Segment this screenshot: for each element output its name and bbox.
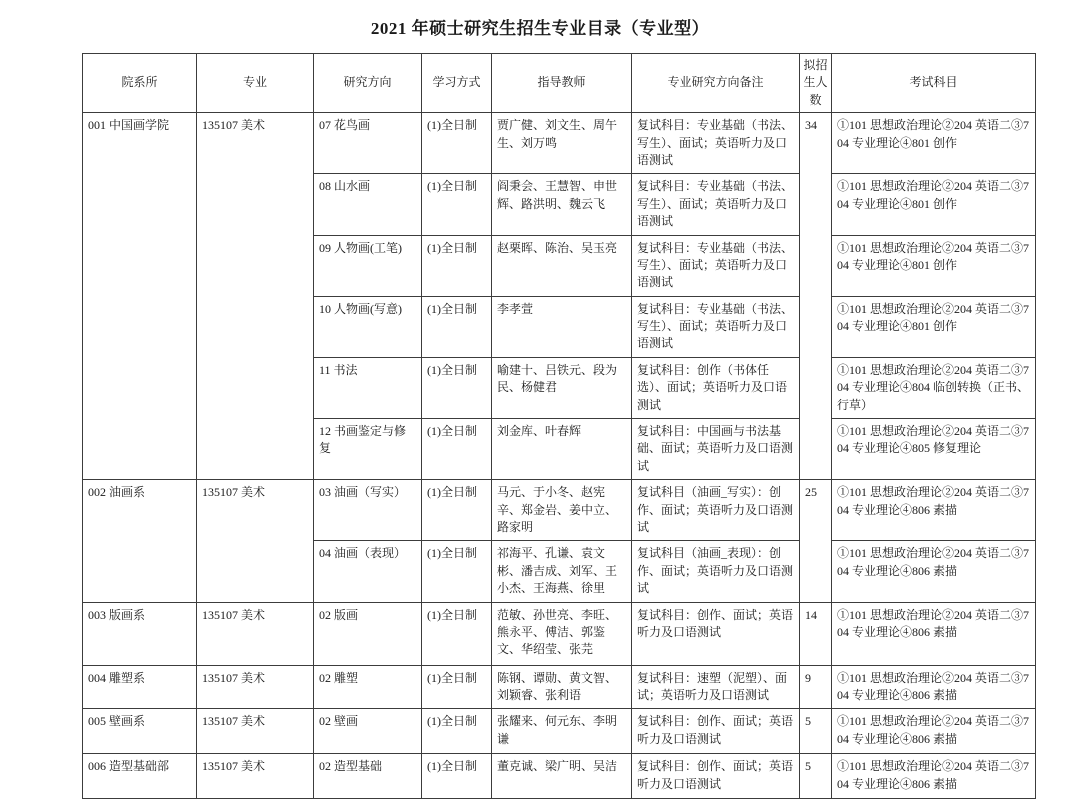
- note-cell: 复试科目：专业基础（书法、写生）、面试；英语听力及口语测试: [632, 235, 800, 296]
- study-mode-cell: (1)全日制: [422, 296, 492, 357]
- teachers-cell: 赵栗晖、陈治、吴玉亮: [492, 235, 632, 296]
- note-cell: 复试科目（油画_表现）：创作、面试；英语听力及口语测试: [632, 541, 800, 602]
- page-title: 2021 年硕士研究生招生专业目录（专业型）: [370, 19, 710, 38]
- study-mode-cell: (1)全日制: [422, 480, 492, 541]
- header-teachers: 指导教师: [492, 54, 632, 113]
- enrollment-cell: 25: [800, 480, 832, 602]
- exam-subjects-cell: ①101 思想政治理论②204 英语二③704 专业理论④806 素描: [832, 709, 1036, 754]
- direction-cell: 12 书画鉴定与修复: [314, 419, 422, 480]
- header-study-mode: 学习方式: [422, 54, 492, 113]
- direction-cell: 11 书法: [314, 357, 422, 418]
- note-cell: 复试科目：速塑（泥塑）、面试；英语听力及口语测试: [632, 665, 800, 709]
- exam-subjects-cell: ①101 思想政治理论②204 英语二③704 专业理论④801 创作: [832, 235, 1036, 296]
- study-mode-cell: (1)全日制: [422, 754, 492, 799]
- study-mode-cell: (1)全日制: [422, 174, 492, 235]
- direction-cell: 02 雕塑: [314, 665, 422, 709]
- teachers-cell: 贾广健、刘文生、周午生、刘万鸣: [492, 113, 632, 174]
- exam-subjects-cell: ①101 思想政治理论②204 英语二③704 专业理论④801 创作: [832, 174, 1036, 235]
- exam-subjects-cell: ①101 思想政治理论②204 英语二③704 专业理论④806 素描: [832, 754, 1036, 799]
- teachers-cell: 张耀来、何元东、李明谦: [492, 709, 632, 754]
- exam-subjects-cell: ①101 思想政治理论②204 英语二③704 专业理论④806 素描: [832, 480, 1036, 541]
- note-cell: 复试科目：创作、面试；英语听力及口语测试: [632, 754, 800, 799]
- enrollment-cell: 5: [800, 754, 832, 799]
- note-cell: 复试科目：创作（书体任选）、面试；英语听力及口语测试: [632, 357, 800, 418]
- study-mode-cell: (1)全日制: [422, 357, 492, 418]
- direction-cell: 04 油画（表现）: [314, 541, 422, 602]
- major-cell: 135107 美术: [197, 480, 314, 602]
- major-cell: 135107 美术: [197, 754, 314, 799]
- dept-cell: 001 中国画学院: [83, 113, 197, 480]
- major-cell: 135107 美术: [197, 113, 314, 480]
- exam-subjects-cell: ①101 思想政治理论②204 英语二③704 专业理论④801 创作: [832, 113, 1036, 174]
- table-container: [82, 53, 1035, 799]
- dept-cell: 004 雕塑系: [83, 665, 197, 709]
- exam-subjects-cell: ①101 思想政治理论②204 英语二③704 专业理论④806 素描: [832, 602, 1036, 665]
- study-mode-cell: (1)全日制: [422, 665, 492, 709]
- study-mode-cell: (1)全日制: [422, 541, 492, 602]
- dept-cell: 002 油画系: [83, 480, 197, 602]
- direction-cell: 07 花鸟画: [314, 113, 422, 174]
- teachers-cell: 阎秉会、王慧智、申世辉、路洪明、魏云飞: [492, 174, 632, 235]
- teachers-cell: 李孝萱: [492, 296, 632, 357]
- dept-cell: 006 造型基础部: [83, 754, 197, 799]
- study-mode-cell: (1)全日制: [422, 235, 492, 296]
- table-row: [83, 665, 1036, 709]
- exam-subjects-cell: ①101 思想政治理论②204 英语二③704 专业理论④806 素描: [832, 665, 1036, 709]
- header-enrollment: 拟招生人数: [800, 54, 832, 113]
- header-dept: 院系所: [83, 54, 197, 113]
- enrollment-cell: 5: [800, 709, 832, 754]
- header-exam-subjects: 考试科目: [832, 54, 1036, 113]
- dept-cell: 005 壁画系: [83, 709, 197, 754]
- teachers-cell: 范敏、孙世亮、李旺、熊永平、傅洁、郭鉴文、华绍莹、张芫: [492, 602, 632, 665]
- direction-cell: 08 山水画: [314, 174, 422, 235]
- enrollment-cell: 9: [800, 665, 832, 709]
- teachers-cell: 马元、于小冬、赵宪辛、郑金岩、姜中立、路家明: [492, 480, 632, 541]
- note-cell: 复试科目：专业基础（书法、写生）、面试；英语听力及口语测试: [632, 296, 800, 357]
- header-row: [83, 54, 1036, 113]
- direction-cell: 10 人物画(写意): [314, 296, 422, 357]
- admission-table: [82, 53, 1036, 799]
- note-cell: 复试科目：专业基础（书法、写生）、面试；英语听力及口语测试: [632, 113, 800, 174]
- note-cell: 复试科目：创作、面试；英语听力及口语测试: [632, 709, 800, 754]
- note-cell: 复试科目（油画_写实）：创作、面试；英语听力及口语测试: [632, 480, 800, 541]
- table-row: [83, 113, 1036, 174]
- teachers-cell: 刘金库、叶春辉: [492, 419, 632, 480]
- teachers-cell: 祁海平、孔谦、袁文彬、潘吉成、刘军、王小杰、王海燕、徐里: [492, 541, 632, 602]
- teachers-cell: 董克诚、梁广明、吴洁: [492, 754, 632, 799]
- study-mode-cell: (1)全日制: [422, 419, 492, 480]
- table-row: [83, 602, 1036, 665]
- major-cell: 135107 美术: [197, 709, 314, 754]
- teachers-cell: 喻建十、吕铁元、段为民、杨健君: [492, 357, 632, 418]
- header-direction: 研究方向: [314, 54, 422, 113]
- enrollment-cell: 14: [800, 602, 832, 665]
- enrollment-cell: 34: [800, 113, 832, 480]
- study-mode-cell: (1)全日制: [422, 602, 492, 665]
- direction-cell: 02 版画: [314, 602, 422, 665]
- exam-subjects-cell: ①101 思想政治理论②204 英语二③704 专业理论④806 素描: [832, 541, 1036, 602]
- study-mode-cell: (1)全日制: [422, 709, 492, 754]
- study-mode-cell: (1)全日制: [422, 113, 492, 174]
- major-cell: 135107 美术: [197, 602, 314, 665]
- teachers-cell: 陈钢、谭勋、黄文智、刘颖睿、张利语: [492, 665, 632, 709]
- note-cell: 复试科目：中国画与书法基础、面试；英语听力及口语测试: [632, 419, 800, 480]
- table-row: [83, 754, 1036, 799]
- header-note: 专业研究方向备注: [632, 54, 800, 113]
- note-cell: 复试科目：专业基础（书法、写生）、面试；英语听力及口语测试: [632, 174, 800, 235]
- table-row: [83, 709, 1036, 754]
- exam-subjects-cell: ①101 思想政治理论②204 英语二③704 专业理论④801 创作: [832, 296, 1036, 357]
- exam-subjects-cell: ①101 思想政治理论②204 英语二③704 专业理论④804 临创转换（正书、行草）: [832, 357, 1036, 418]
- direction-cell: 03 油画（写实）: [314, 480, 422, 541]
- direction-cell: 09 人物画(工笔): [314, 235, 422, 296]
- header-major: 专业: [197, 54, 314, 113]
- major-cell: 135107 美术: [197, 665, 314, 709]
- dept-cell: 003 版画系: [83, 602, 197, 665]
- direction-cell: 02 造型基础: [314, 754, 422, 799]
- direction-cell: 02 壁画: [314, 709, 422, 754]
- table-row: [83, 480, 1036, 541]
- note-cell: 复试科目：创作、面试；英语听力及口语测试: [632, 602, 800, 665]
- exam-subjects-cell: ①101 思想政治理论②204 英语二③704 专业理论④805 修复理论: [832, 419, 1036, 480]
